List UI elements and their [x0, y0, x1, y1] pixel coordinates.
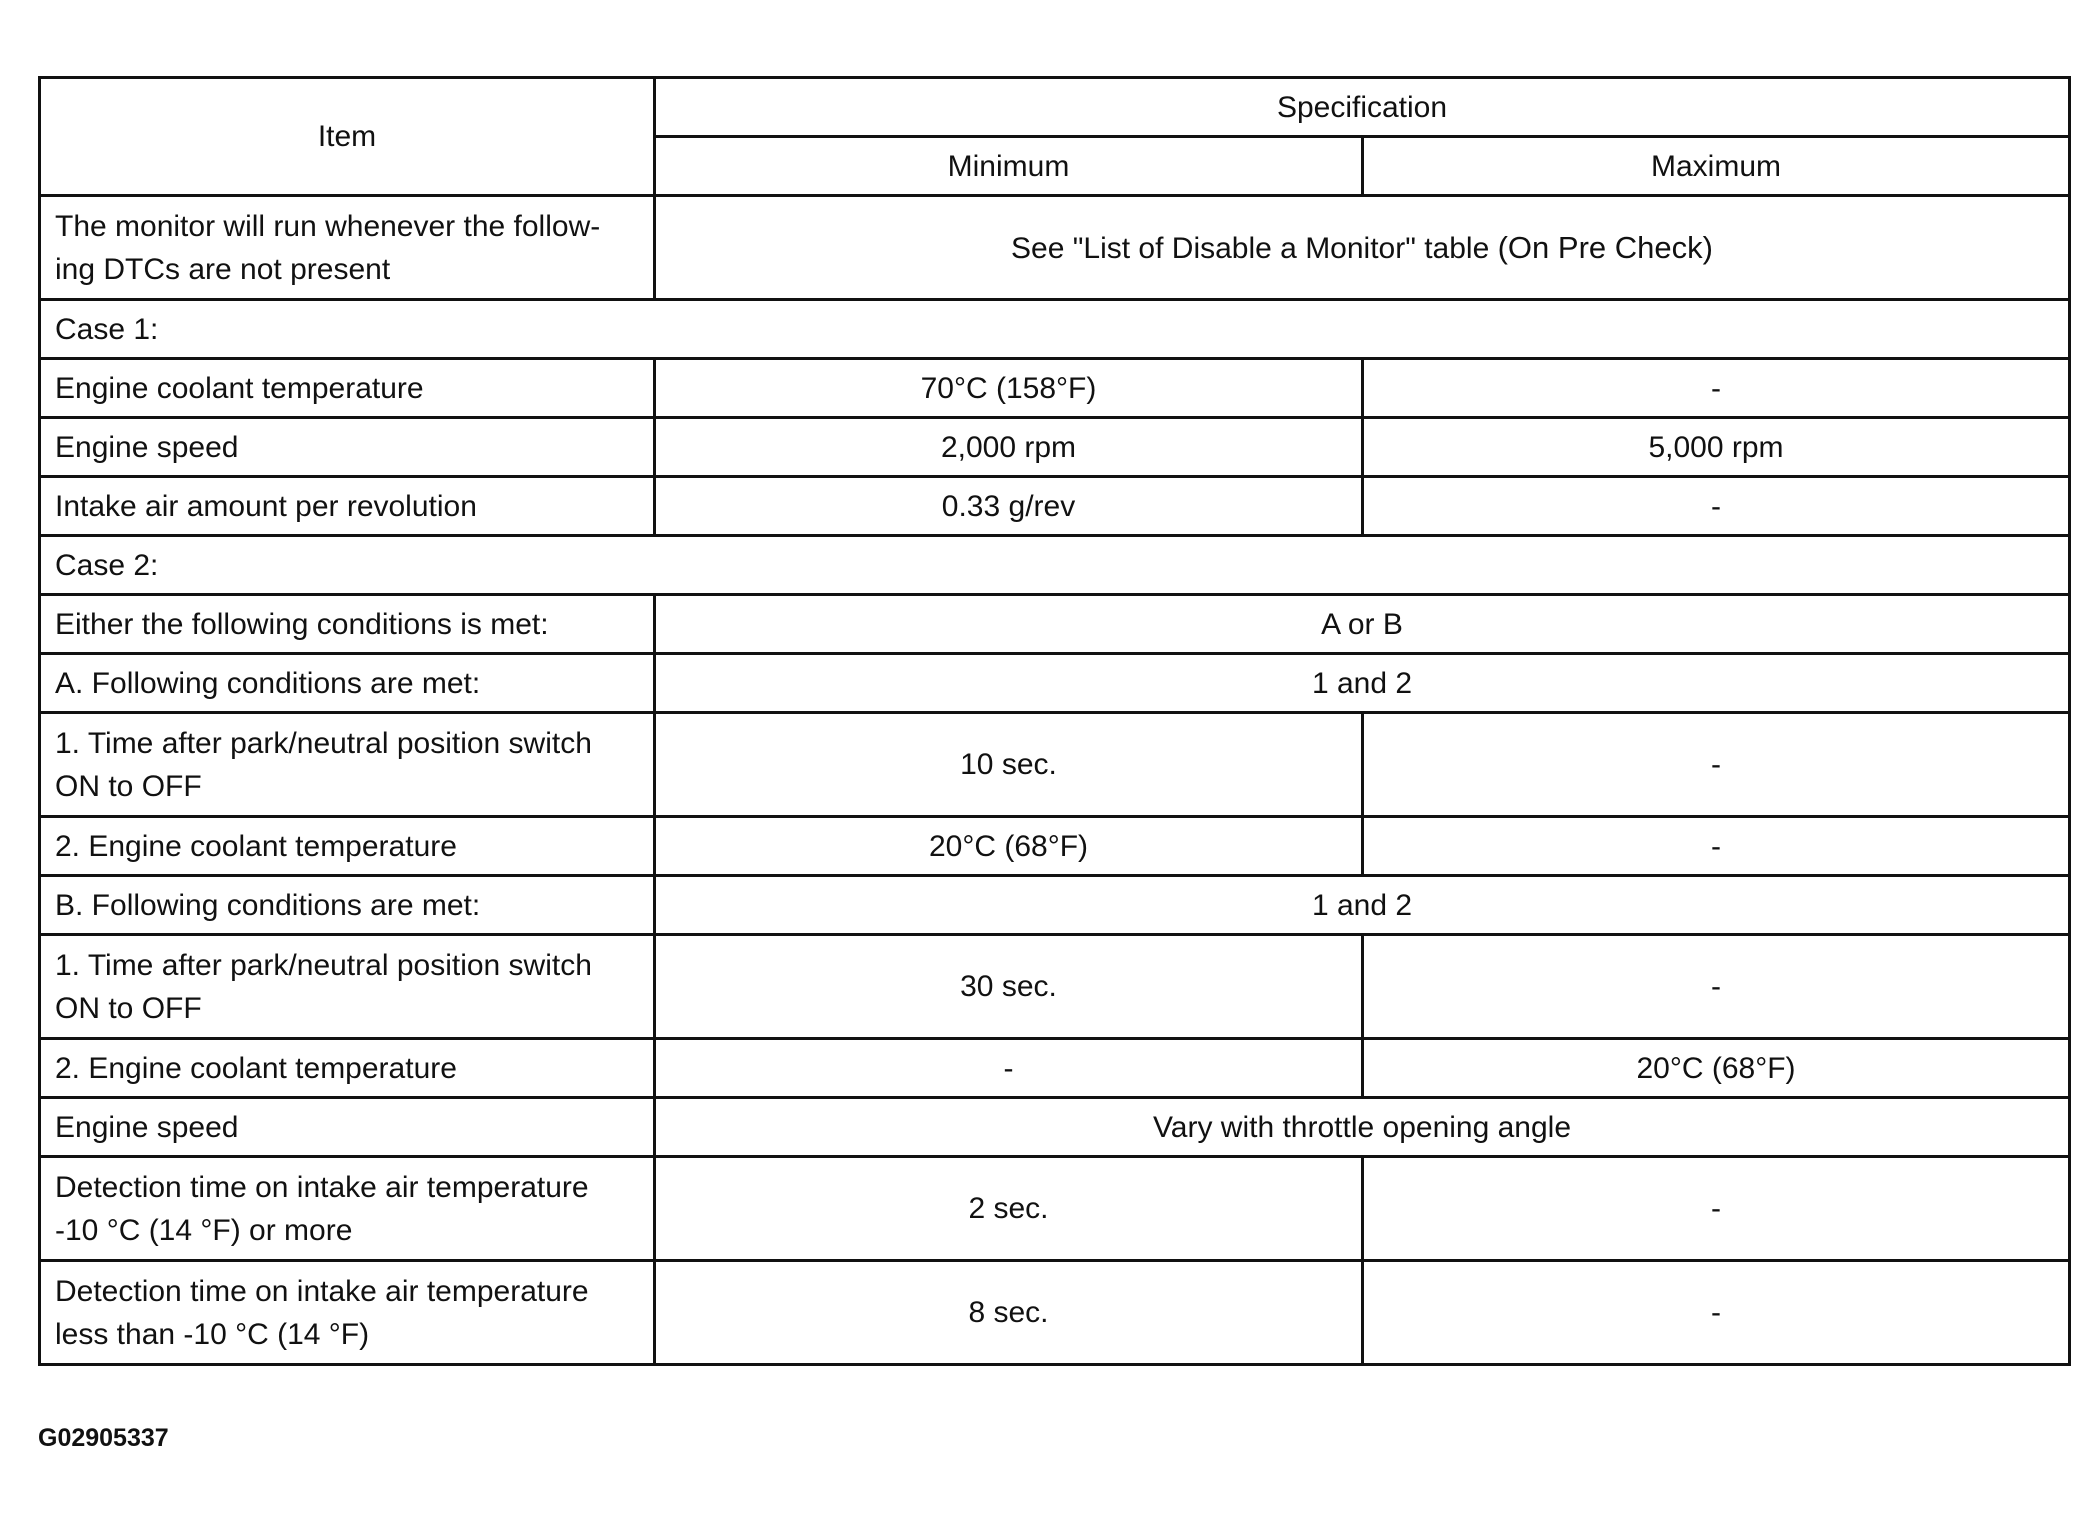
item-line: ON to OFF	[55, 991, 202, 1025]
header-item: Item	[40, 78, 655, 196]
max-cell: -	[1363, 477, 2070, 536]
table-row	[40, 1261, 2070, 1365]
item-line: Detection time on intake air temperature	[55, 1274, 589, 1308]
item-line: The monitor will run whenever the follow-	[55, 209, 601, 243]
item-line: 1. Time after park/neutral position switch	[55, 948, 592, 982]
min-cell: 0.33 g/rev	[655, 477, 1363, 536]
table-row	[40, 595, 2070, 654]
item-line: -10 °C (14 °F) or more	[55, 1213, 353, 1247]
section-label: Case 1:	[40, 300, 2070, 359]
item-line: 1. Time after park/neutral position switch	[55, 726, 592, 760]
min-cell: 70°C (158°F)	[655, 359, 1363, 418]
item-line: ON to OFF	[55, 769, 202, 803]
item-line: ing DTCs are not present	[55, 252, 391, 286]
item-cell	[40, 935, 655, 1039]
min-cell: -	[655, 1039, 1363, 1098]
section-label: Case 2:	[40, 536, 2070, 595]
span-text: See "List of Disable a Monitor" table	[1011, 231, 1490, 265]
header-minimum: Minimum	[655, 137, 1363, 196]
table-row	[40, 359, 2070, 418]
min-cell: 20°C (68°F)	[655, 817, 1363, 876]
table-row	[40, 1039, 2070, 1098]
item-line: less than -10 °C (14 °F)	[55, 1317, 370, 1351]
table-row	[40, 196, 2070, 300]
max-cell: -	[1363, 713, 2070, 817]
max-cell: 5,000 rpm	[1363, 418, 2070, 477]
figure-id: G02905337	[38, 1424, 169, 1452]
table-row	[40, 876, 2070, 935]
table-row	[40, 935, 2070, 1039]
item-cell: B. Following conditions are met:	[40, 876, 655, 935]
item-cell: Engine speed	[40, 418, 655, 477]
table-row	[40, 477, 2070, 536]
item-cell: A. Following conditions are met:	[40, 654, 655, 713]
min-cell: 10 sec.	[655, 713, 1363, 817]
span-cell: 1 and 2	[655, 654, 2070, 713]
span-cell: 1 and 2	[655, 876, 2070, 935]
specification-table	[38, 76, 2071, 1366]
min-cell: 2,000 rpm	[655, 418, 1363, 477]
max-cell: 20°C (68°F)	[1363, 1039, 2070, 1098]
min-cell: 2 sec.	[655, 1157, 1363, 1261]
table-row	[40, 654, 2070, 713]
header-maximum: Maximum	[1363, 137, 2070, 196]
min-cell: 8 sec.	[655, 1261, 1363, 1365]
table-row	[40, 1098, 2070, 1157]
max-cell: -	[1363, 935, 2070, 1039]
item-cell	[40, 1157, 655, 1261]
item-cell: 2. Engine coolant temperature	[40, 1039, 655, 1098]
item-line: Detection time on intake air temperature	[55, 1170, 589, 1204]
item-cell	[40, 196, 655, 300]
max-cell: -	[1363, 1261, 2070, 1365]
span-cell	[655, 196, 2070, 300]
span-note: (On Pre Check)	[1497, 229, 1713, 265]
min-cell: 30 sec.	[655, 935, 1363, 1039]
item-cell: Engine speed	[40, 1098, 655, 1157]
item-cell	[40, 1261, 655, 1365]
table-row	[40, 1157, 2070, 1261]
section-row	[40, 536, 2070, 595]
table-row	[40, 418, 2070, 477]
table-row	[40, 817, 2070, 876]
max-cell: -	[1363, 817, 2070, 876]
item-cell: Intake air amount per revolution	[40, 477, 655, 536]
item-cell: Engine coolant temperature	[40, 359, 655, 418]
item-cell: Either the following conditions is met:	[40, 595, 655, 654]
max-cell: -	[1363, 359, 2070, 418]
table-row	[40, 713, 2070, 817]
span-cell: Vary with throttle opening angle	[655, 1098, 2070, 1157]
header-specification: Specification	[655, 78, 2070, 137]
span-cell: A or B	[655, 595, 2070, 654]
item-cell	[40, 713, 655, 817]
max-cell: -	[1363, 1157, 2070, 1261]
section-row	[40, 300, 2070, 359]
item-cell: 2. Engine coolant temperature	[40, 817, 655, 876]
